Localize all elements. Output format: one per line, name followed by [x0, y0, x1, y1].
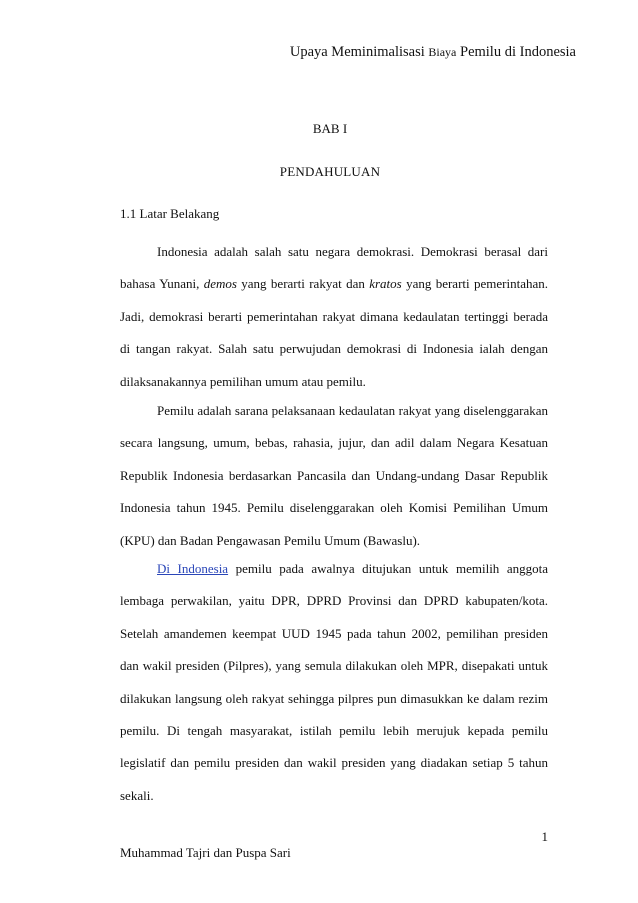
chapter-title: PENDAHULUAN [279, 164, 381, 179]
footer-authors: Muhammad Tajri dan Puspa Sari [120, 845, 291, 860]
paragraph-1-kratos: kratos [369, 276, 402, 292]
paragraph-1-text-a: Indonesia adalah salah satu negara demokrasi. Demokrasi berasal dari bahasa Yunani, [120, 244, 548, 292]
paragraph-3-text: pemilu pada awalnya ditujukan untuk memilih anggota lembaga perwakilan, yaitu DPR, DPRD Provinsi dan DPRD kabupaten/kota. Setelah amandemen keempat UUD 1945 pada tahun 2002, pemilihan presiden dan wakil presiden (Pilpres), yang semula dilakukan oleh MPR, disepakati untuk dilakukan langsung oleh rakyat sehingga pilpres pun dimasukkan ke dalam rezim pemilu. Di tengah masyarakat, istilah pemilu lebih merujuk kepada pemilu legislatif dan pemilu presiden dan wakil presiden yang diadakan setiap 5 tahun sekali. [120, 561, 548, 803]
paragraph-1-text-c: yang berarti pemerintahan. Jadi, demokrasi berarti pemerintahan rakyat dimana kedaulatan tertinggi berada di tangan rakyat. Salah satu perwujudan demokrasi di Indonesia ialah dengan dilaksanakannya pemilihan umum atau pemilu. [120, 276, 548, 389]
chapter-number: BAB I [312, 121, 348, 136]
paragraph-1 [120, 236, 548, 398]
paragraph-1-demos: demos [203, 276, 237, 292]
paragraph-3 [120, 553, 548, 812]
header-title-part2: Biaya [428, 45, 457, 59]
di-indonesia-link[interactable]: Di Indonesia [157, 561, 229, 576]
paragraph-2-text: Pemilu adalah sarana pelaksanaan kedaulatan rakyat yang diselenggarakan secara langsung, umum, bebas, rahasia, jujur, dan adil dalam Negara Kesatuan Republik Indonesia berdasarkan Pancasila dan Undang-undang Dasar Republik Indonesia tahun 1945. Pemilu diselenggarakan oleh Komisi Pemilihan Umum (KPU) dan Badan Pengawasan Pemilu Umum (Bawaslu). [120, 403, 548, 548]
page-number: 1 [541, 829, 548, 844]
paragraph-2 [120, 395, 548, 557]
header-title-part3: Pemilu di Indonesia [460, 44, 576, 60]
paragraph-1-text-b: yang berarti rakyat dan [236, 276, 370, 292]
header-title-part1: Upaya Meminimalisasi [289, 44, 425, 60]
section-heading: 1.1 Latar Belakang [120, 206, 220, 221]
running-header [290, 44, 576, 61]
